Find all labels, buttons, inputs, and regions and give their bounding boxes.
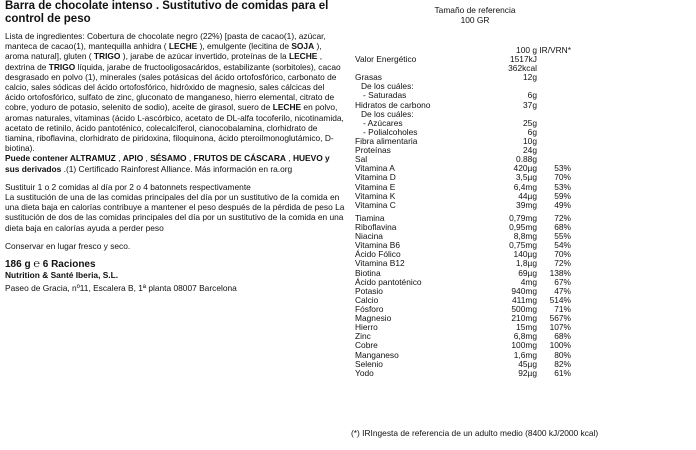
nutrient-label: Vitamina E [355, 181, 396, 192]
nutrient-ri: 107% [549, 322, 571, 333]
allergen-highlight: LECHE [168, 41, 198, 52]
nutrient-value: 0,95mg [509, 221, 537, 232]
nutrient-value: 210mg [511, 313, 537, 324]
nutrient-ri: 80% [554, 349, 571, 360]
nutrient-value: 100mg [511, 340, 537, 351]
reference-intake-footnote: (*) IRIngesta de referencia de un adulto medio (8400 kJ/2000 kcal) [351, 428, 599, 438]
nutrient-ri: 71% [554, 303, 571, 314]
nutrient-label: Valor Energético [355, 54, 417, 64]
text-run: , [285, 153, 293, 164]
allergen-highlight: APIO [122, 153, 144, 164]
text-run: .(1) Certificado Rainforest Alliance. Más información en ra.org [61, 163, 293, 174]
text-run: ), emulgente (lecitina de [197, 41, 292, 52]
nutrient-value: 3,5µg [515, 172, 537, 183]
nutrient-label: Biotina [355, 267, 381, 278]
nutrient-label: Sal [355, 154, 368, 165]
net-weight-line [5, 259, 345, 270]
product-title: Barra de chocolate intenso . Sustitutivo de comidas para el control de peso [5, 0, 329, 25]
nutrient-label: Vitamina A [355, 163, 395, 174]
nutrient-label: Vitamina K [355, 190, 396, 201]
nutrient-value: 37g [523, 99, 537, 110]
nutrient-ri: 567% [549, 313, 571, 324]
nutrient-ri: 72% [554, 258, 571, 269]
text-run: ), aroma natural], gluten ( [5, 41, 322, 62]
allergen-highlight: SOJA [291, 41, 315, 52]
ingredients-list [5, 31, 345, 153]
nutrient-label: Yodo [355, 367, 374, 378]
nutrient-value: 92µg [518, 367, 537, 378]
nutrient-label: Vitamina D [355, 172, 396, 183]
nutrient-value: 6g [527, 126, 537, 137]
nutrient-ri: 61% [554, 367, 571, 378]
nutrient-label: Grasas [355, 72, 382, 83]
allergen-highlight: FRUTOS DE CÁSCARA [193, 153, 286, 164]
nutrient-label: Cobre [355, 340, 378, 351]
nutrient-label: Riboflavina [355, 221, 397, 232]
nutrient-value: 4mg [520, 276, 537, 287]
nutrient-value: 6g [527, 90, 537, 101]
company-name: Nutrition & Santé Iberia, S.L. [5, 270, 119, 281]
nutrient-value: 12g [523, 72, 537, 83]
nutrient-value: 500mg [511, 303, 537, 314]
nutrient-value: 6,8mg [513, 331, 537, 342]
nutrient-value: 411mg [512, 294, 537, 305]
nutrient-label: Hierro [355, 322, 378, 333]
text-run: en polvo, aromas naturales, vitaminas (ácido L-ascórbico, acetato de DL-alfa tocoferilo, nicotinamida, acetato de retinilo, ácido pantoténico, colecalciferol, cianocobalamina, clorhidrato de tiamina, riboflavina, clorhidrato de piridoxina, filoquinona, ácido pteroilmonoglutámico, D-biotina). [5, 102, 344, 154]
nutrient-label: Manganeso [355, 349, 399, 360]
nutrient-label: - Polialcoholes [363, 126, 418, 137]
nutrient-value: 0,79mg [509, 212, 537, 223]
nutrient-label: Tiamina [355, 212, 385, 223]
nutrient-label: Calcio [355, 294, 379, 305]
nutrient-ri: 49% [554, 199, 571, 210]
nutrient-value: 1517kJ [509, 54, 537, 64]
nutrient-label: Vitamina B12 [355, 258, 405, 269]
nutrient-value: 15mg [516, 322, 537, 333]
nutrient-ri: 70% [554, 249, 571, 260]
nutrient-value: 420µg [513, 163, 537, 174]
nutrient-value: 10g [523, 135, 537, 146]
allergen-highlight: LECHE [272, 102, 302, 113]
product-info-column [5, 31, 345, 294]
nutrient-value: 24g [523, 145, 537, 156]
allergen-highlight: TRIGO [48, 61, 76, 72]
allergen-highlight: Puede contener ALTRAMUZ [5, 153, 116, 164]
nutrient-value: 140µg [513, 249, 537, 260]
nutrient-label: - Azúcares [363, 117, 403, 128]
allergen-highlight: TRIGO [93, 51, 121, 62]
nutrient-value: 1,8µg [515, 258, 537, 269]
nutrient-ri: 70% [554, 172, 571, 183]
nutrient-label: De los cuáles: [361, 108, 414, 119]
nutrient-value: 39mg [516, 199, 537, 210]
nutrient-label: Vitamina C [355, 199, 396, 210]
nutrient-ri: 82% [554, 358, 571, 369]
nutrient-label: Niacina [355, 231, 383, 242]
nutrient-value: 940mg [511, 285, 537, 296]
storage-instructions: Conservar en lugar fresco y seco. [5, 240, 131, 251]
reference-size-title: Tamaño de referencia [434, 5, 516, 15]
nutrient-ri: 59% [554, 190, 571, 201]
nutrient-value: 44µg [518, 190, 537, 201]
text-run: , [143, 153, 151, 164]
nutrient-label: Selenio [355, 358, 383, 369]
nutrient-value: 69µg [518, 267, 537, 278]
nutrient-ri: 53% [554, 163, 571, 174]
nutrient-label: De los cuáles: [361, 81, 414, 92]
nutrient-ri: 47% [554, 285, 571, 296]
nutrient-value: 362kcal [508, 63, 537, 74]
nutrient-label: Fósforo [355, 303, 384, 314]
nutrition-row [355, 369, 595, 378]
allergen-highlight: SÉSAMO [150, 153, 187, 164]
nutrient-value: 0,75mg [509, 240, 537, 251]
nutrient-ri: 54% [554, 240, 571, 251]
nutrition-row [355, 146, 595, 155]
nutrition-row [355, 201, 595, 210]
nutrition-rows [355, 55, 595, 378]
text-run: Lista de ingredientes: Cobertura de chocolate negro (22%) [pasta de cacao(1), azúcar, manteca de cacao(1), mantequilla anhidra ( [5, 31, 326, 52]
nutrient-label: Potasio [355, 285, 383, 296]
nutrient-value: 25g [523, 117, 537, 128]
nutrient-label: Fibra alimentaria [355, 135, 418, 146]
company-address: Paseo de Gracia, nº11, Escalera B, 1ª planta 08007 Barcelona [5, 283, 237, 294]
text-run: , [115, 153, 123, 164]
reference-size-value: 100 GR [460, 15, 490, 25]
net-weight: 186 g [5, 259, 31, 271]
nutrient-label: Vitamina B6 [355, 240, 401, 251]
reference-size-header [355, 5, 595, 25]
nutrient-ri: 67% [554, 276, 571, 287]
nutrient-label: - Saturadas [363, 90, 407, 101]
allergen-highlight: LECHE [288, 51, 318, 62]
nutrient-ri: 68% [554, 221, 571, 232]
nutrient-ri: 514% [549, 294, 571, 305]
nutrient-ri: 68% [554, 331, 571, 342]
health-claims: La sustitución de una de las comidas principales del día por un sustitutivo de la comida en una dieta baja en calorías contribuye a mantener el peso después de la pérdida de peso La sustitución de dos de las comidas principales del día por un sustitutivo de la comida en una dieta baja en calorías ayuda a perder peso [5, 192, 345, 233]
nutrient-label: Proteínas [355, 145, 391, 156]
text-run: , [186, 153, 194, 164]
nutrient-value: 8,8mg [513, 231, 537, 242]
nutrient-label: Hidratos de carbono [355, 99, 431, 110]
nutrient-ri: 100% [549, 340, 571, 351]
estimate-sign-icon: ℮ [33, 258, 40, 271]
nutrient-ri: 55% [554, 231, 571, 242]
nutrient-label: Magnesio [355, 313, 392, 324]
text-run: , dextrina de [5, 51, 323, 72]
allergen-highlight: HUEVO y sus derivados [5, 153, 330, 174]
nutrient-label: Ácido Fólico [355, 249, 401, 260]
servings: 6 Raciones [42, 259, 96, 271]
nutrient-value: 0.88g [516, 154, 537, 165]
nutrient-value: 1,6mg [513, 349, 537, 360]
nutrient-ri: 72% [554, 212, 571, 223]
amount-column-header: 100 g [516, 45, 537, 55]
nutrient-label: Ácido pantoténico [355, 276, 422, 287]
nutrient-ri: 53% [554, 181, 571, 192]
allergen-statement [5, 153, 345, 173]
nutrition-row [355, 55, 595, 64]
nutrient-value: 6,4mg [513, 181, 537, 192]
nutrient-value: 45µg [518, 358, 537, 369]
nutrition-row [355, 137, 595, 146]
usage-instructions: Sustituir 1 o 2 comidas al día por 2 o 4 batonnets respectivamente [5, 181, 251, 192]
nutrient-ri: 138% [549, 267, 571, 278]
nutrition-row [355, 64, 595, 73]
text-run: líquida, jarabe de fructooligosacáridos, estabilizante (sorbitoles), cacao desgrasado en polvo (1), minerales (sales potásicas del ácido ortofosfórico, carbonato de calcio, sales sódicas del ácido ortofosfórico, hidróxido de magnesio, sales cálcicas del ácido ortofosfórico, sulfato de zinc, gluconato de manganeso, hierro elemental, citrato de cobre, yoduro de potasio, selenito de sodio), aceite de girasol, suero de [5, 61, 341, 113]
text-run: ), jarabe de azúcar invertido, proteínas de la [120, 51, 289, 62]
ri-column-header: IR/VRN* [539, 45, 571, 55]
nutrient-label: Zinc [355, 331, 371, 342]
